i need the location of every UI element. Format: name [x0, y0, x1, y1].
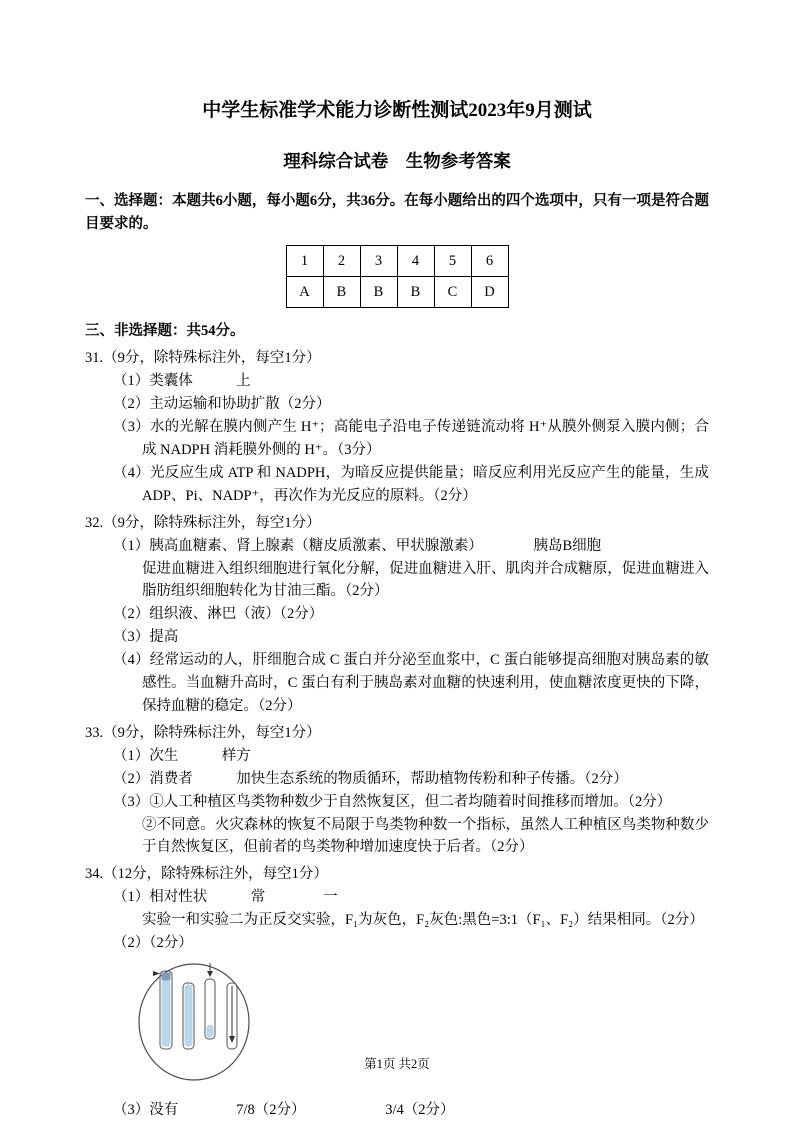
answer-line: （2）消费者 加快生态系统的物质循环，帮助植物传粉和种子传播。（2分） — [113, 770, 628, 787]
question-number-line: 31.（9分，除特殊标注外，每空1分） — [85, 350, 321, 367]
table-row-answers — [286, 277, 508, 308]
answer-cell: B — [360, 277, 397, 308]
answer-line: （4）经常运动的人，肝细胞合成 C 蛋白并分泌至血浆中，C 蛋白能够提高细胞对胰岛素的敏感性。当血糖升高时，C 蛋白有利于胰岛素对血糖的快速利用，使血糖浓度更快的下降，保持血糖的稳定。（2分） — [113, 652, 709, 714]
choice-section-heading: 一、选择题：本题共6小题，每小题6分，共36分。在每小题给出的四个选项中，只有一项是符合题目要求的。 — [85, 192, 709, 232]
answer-cell: D — [471, 277, 508, 308]
question-31 — [85, 347, 709, 507]
answer-line: （1）次生 样方 — [113, 747, 251, 764]
table-row-question-numbers — [286, 246, 508, 277]
question-number-cell: 4 — [397, 246, 434, 277]
question-number-line: 32.（9分，除特殊标注外，每空1分） — [85, 514, 321, 531]
answer-cell: B — [397, 277, 434, 308]
answer-line: （1）类囊体 上 — [113, 373, 251, 390]
question-number-cell: 3 — [360, 246, 397, 277]
answer-cell: C — [434, 277, 471, 308]
question-33 — [85, 722, 709, 859]
answer-cell: A — [286, 277, 323, 308]
question-number-cell: 5 — [434, 246, 471, 277]
page-subtitle: 理科综合试卷 生物参考答案 — [283, 151, 511, 172]
answer-line: （3）没有 7/8（2分） 3/4（2分） — [113, 1101, 455, 1118]
answer-line: （2）主动运输和协助扩散（2分） — [113, 396, 331, 413]
question-number-cell: 2 — [323, 246, 360, 277]
answer-line: （3）①人工种植区鸟类物种数少于自然恢复区，但二者均随着时间推移而增加。（2分） — [113, 793, 672, 810]
answer-line: （2）（2分） — [113, 935, 193, 952]
question-32 — [85, 512, 709, 718]
answer-line: （2）组织液、淋巴（液）（2分） — [113, 606, 324, 623]
question-number-cell: 1 — [286, 246, 323, 277]
answer-line: （1）胰高血糖素、肾上腺素（糖皮质激素、甲状腺激素） 胰岛B细胞 — [113, 537, 602, 554]
question-34 — [85, 863, 709, 1121]
question-number-line: 33.（9分，除特殊标注外，每空1分） — [85, 724, 321, 741]
page-title: 中学生标准学术能力诊断性测试2023年9月测试 — [202, 100, 592, 121]
answer-continuation-line: 实验一和实验二为正反交实验，F₁为灰色，F₂灰色:黑色=3:1（F₁、F₂）结果相同。（2分） — [142, 912, 704, 929]
answer-cell: B — [323, 277, 360, 308]
answer-continuation-line: ②不同意。火灾森林的恢复不局限于鸟类物种数一个指标，虽然人工种植区鸟类物种数少于自然恢复区，但前者的鸟类物种增加速度快于后者。（2分） — [142, 816, 709, 856]
answer-table — [286, 245, 509, 308]
answer-line: （3）提高 — [113, 629, 179, 646]
question-number-line: 34.（12分，除特殊标注外，每空1分） — [85, 866, 328, 883]
question-number-cell: 6 — [471, 246, 508, 277]
nonchoice-section-heading: 三、非选择题：共54分。 — [85, 323, 245, 340]
answer-line: （1）相对性状 常 一 — [113, 889, 338, 906]
answer-line: （4）光反应生成 ATP 和 NADPH，为暗反应提供能量；暗反应利用光反应产生的能量，生成 ADP、Pi、NADP⁺，再次作为光反应的原料。（2分） — [113, 464, 709, 504]
answer-line: （3）水的光解在膜内侧产生 H⁺；高能电子沿电子传递链流动将 H⁺从膜外侧泵入膜内侧；合成 NADPH 消耗膜外侧的 H⁺。（3分） — [113, 419, 709, 458]
page-footer: 第1页 共2页 — [364, 1057, 430, 1072]
answer-continuation-line: 促进血糖进入组织细胞进行氧化分解，促进血糖进入肝、肌肉并合成糖原，促进血糖进入脂肪组织细胞转化为甘油三酯。（2分） — [142, 560, 709, 600]
